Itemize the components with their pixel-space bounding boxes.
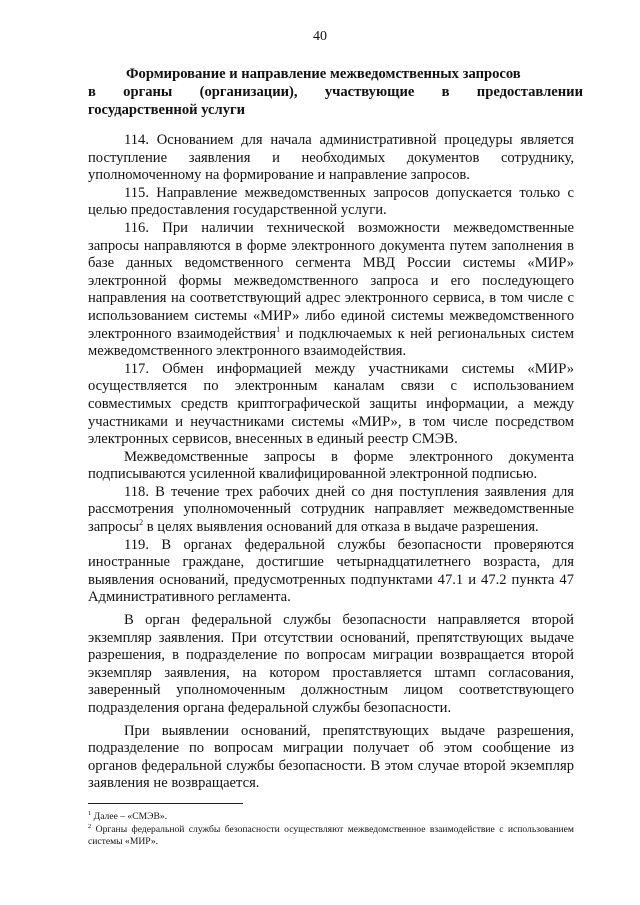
- section-heading: [88, 65, 583, 119]
- paragraph-117: 117. Обмен информацией между участниками системы «МИР» осуществляется по электронным каналам связи с использованием совместимых средств криптографической защиты информации, а между участниками и неучастниками системы «МИР», в том числе посредством электронных сервисов, внесенных в единый реестр СМЭВ.: [88, 360, 574, 448]
- paragraph-116-text-b: и подключаемых к ней региональных систем межведомственного электронного взаимодействия.: [88, 325, 574, 360]
- paragraph-114: 114. Основанием для начала административной процедуры является поступление заявления и необходимых документов сотруднику, уполномоченному на формирование и направление запросов.: [88, 132, 574, 184]
- paragraph-119-second-copy: В орган федеральной службы безопасности направляется второй экземпляр заявления. При отсутствии оснований, препятствующих выдаче разрешения, в подразделение по вопросам миграции возвращается второй экземпляр заявления, на котором проставляется штамп согласования, заверенный уполномоченным должностным лицом соответствующего подразделения органа федеральной службы безопасности.: [88, 612, 574, 716]
- paragraph-119-rejection: При выявлении оснований, препятствующих выдаче разрешения, подразделение по вопросам миграции получает об этом сообщение из органов федеральной службы безопасности. В этом случае второй экземпляр заявления не возвращается.: [88, 722, 574, 792]
- paragraph-118: [88, 484, 574, 537]
- heading-line-1: Формирование и направление межведомственных запросов: [126, 66, 521, 82]
- page-number: 40: [313, 29, 327, 44]
- footnotes: [88, 811, 574, 849]
- document-body: [88, 132, 574, 793]
- paragraph-116: [88, 220, 574, 361]
- paragraph-117-continued: Межведомственные запросы в форме электронного документа подписываются усиленной квалифицированной электронной подписью.: [88, 448, 574, 483]
- paragraph-118-text-a: 118. В течение трех рабочих дней со дня поступления заявления для рассмотрения уполномоченный сотрудник направляет межведомственные запросы: [88, 483, 574, 536]
- footnote-ref-1: 1: [276, 324, 281, 334]
- footnote-1: [88, 811, 574, 824]
- footnote-ref-2: 2: [139, 518, 144, 528]
- footnote-2-text: Органы федеральной службы безопасности осуществляют межведомственное взаимодействие с использованием системы «МИР».: [88, 823, 574, 847]
- footnote-1-mark: 1: [88, 809, 92, 817]
- footnote-2-mark: 2: [88, 822, 92, 830]
- heading-line-2: в органы (организации), участвующие в предоставлении: [88, 84, 583, 100]
- footnote-2: [88, 824, 574, 849]
- footnote-divider: [88, 803, 243, 804]
- paragraph-118-text-b: в целях выявления оснований для отказа в выдаче разрешения.: [143, 519, 539, 536]
- paragraph-115: 115. Направление межведомственных запросов допускается только с целью предоставления государственной услуги.: [88, 184, 574, 219]
- footnote-1-text: Далее – «СМЭВ».: [91, 811, 168, 822]
- paragraph-119: 119. В органах федеральной службы безопасности проверяются иностранные граждане, достигшие четырнадцатилетнего возраста, для выявления оснований, предусмотренных подпунктами 47.1 и 47.2 пункта 47 Административного регламента.: [88, 536, 574, 606]
- heading-line-3: государственной услуги: [88, 102, 246, 118]
- paragraph-116-text-a: 116. При наличии технической возможности межведомственные запросы направляются в форме электронного документа путем заполнения в базе данных ведомственного сегмента МВД России системы «МИР» электронной формы межведомственного запроса и его последующего направления на соответствующий адрес электронного сервиса, в том числе с использованием системы «МИР» либо единой системы межведомственного электронного взаимодействия: [88, 219, 574, 342]
